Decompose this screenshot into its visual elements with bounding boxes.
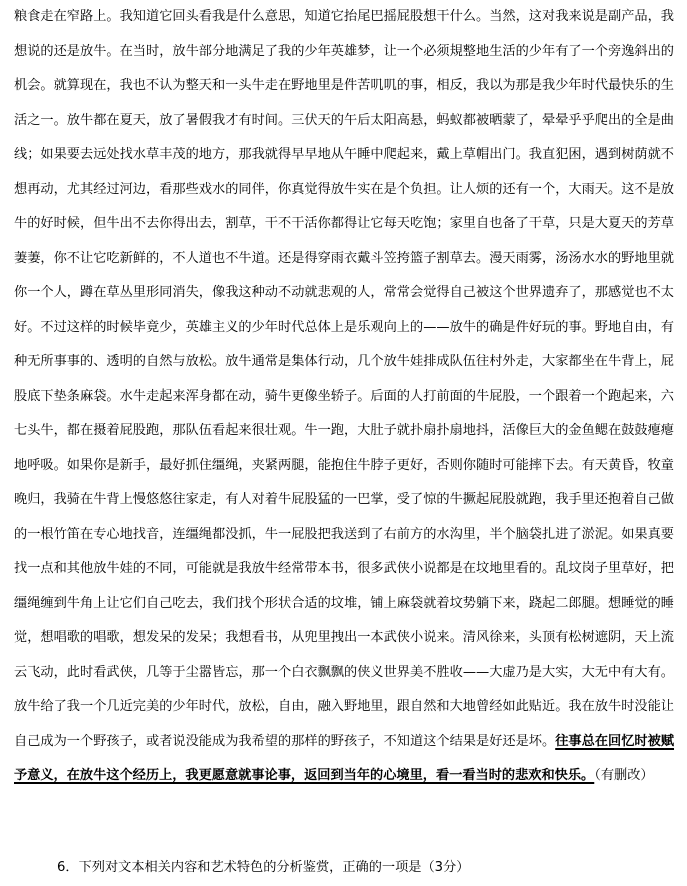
question-6: 6．下列对文本相关内容和艺术特色的分析鉴赏，正确的一项是（3分） [57, 860, 470, 875]
passage-text [14, 0, 674, 794]
passage-lead: 粮食走在窄路上。我知道它回头看我是什么意思，知道它抬尾巴摇屁股想干什么。当然，这对我来说是副产品，我想说的还是放牛。在当时，放牛部分地满足了我的少年英雄梦，让一个必须規整地生活的少年有了一个旁逸斜出的机会。就算现在，我也不认为整天和一头牛走在野地里是件苦叽叽的事，相反，我以为那是我少年时代最快乐的生活之一。放牛都在夏天，放了暑假我才有时间。三伏天的午后太阳高悬，蚂蚁都被晒蒙了，晕晕乎乎爬出的全是曲线；如果要去远处找水草丰茂的地方，那我就得早早地从午睡中爬起来，戴上草帽出门。我直犯困，遇到树荫就不想再动，尤其经过河边，看那些戏水的同伴，你真觉得放牛实在是个负担。让人烦的还有一个，大雨天。这不是放牛的好时候，但牛出不去你得出去，割草，干不干活你都得让它每天吃饱；家里自也备了干草，只是大夏天的芳草萋萋，你不让它吃新鲜的，不人道也不牛道。还是得穿雨衣戴斗笠挎篮子割草去。漫天雨雾，汤汤水水的野地里就你一个人，蹲在草丛里形同消失，像我这种动不动就悲观的人，常常会觉得自己被这个世界遗弃了，那感觉也不太好。不过这样的时候毕竟少，英雄主义的少年时代总体上是乐观向上的——放牛的确是件好玩的事。野地自由，有种无所事事的、透明的自然与放松。放牛通常是集体行动，几个放牛娃排成队伍往村外走，大家都坐在牛背上，屁股底下垫条麻袋。水牛走起来浑身都在动，骑牛更像坐轿子。后面的人打前面的牛屁股，一个跟着一个跑起来，六七头牛，都在摄着屁股跑，那队伍看起来很壮观。牛一跑，大肚子就扑扇扑扇地抖，活像巨大的金鱼鳃在鼓鼓瘪瘪地呼吸。如果你是新手，最好抓住缰绳，夹紧两腿，能抱住牛脖子更好，否则你随时可能摔下去。有天黄昏，牧童晚归，我骑在牛背上慢悠悠往家走，有人对着牛屁股猛的一巴掌，受了惊的牛撅起屁股就跑，我手里还抱着自己做的一根竹笛在专心地找音，连缰绳都没抓，牛一屁股把我送到了右前方的水沟里，半个脑袋扎进了淤泥。如果真要找一点和其他放牛娃的不同，可能就是我放牛经常带本书，很多武侠小说都是在坟地里看的。乱坟岗子里草好，把缰绳缠到牛角上让它们自己吃去，我们找个形状合适的坟堆，铺上麻袋就着坟势躺下来，跷起二郎腿。想睡觉的睡觉，想唱歌的唱歌，想发呆的发呆；我想看书，从兜里拽出一本武侠小说来。清风徐来，头顶有松树遮阴，天上流云飞动，此时看武侠，几等于尘嚣皆忘，那一个白衣飘飘的侠义世界美不胜收——大虚乃是大实，大无中有大有。放牛给了我一个几近完美的少年时代，放松，自由，融入野地里，跟自然和大地曾经如此贴近。我在放牛时没能让自己成为一个野孩子，或者说没能成为我希望的那样的野孩子，不知道这个结果是好还是坏。 [14, 9, 674, 749]
passage-source-note: （有删改） [594, 768, 654, 783]
passage-emphasis: 往事总在回忆时被赋予意义，在放牛这个经历上，我更愿意就事论事，返回到当年的心境里，看一看当时的悲欢和快乐。 [14, 733, 675, 783]
